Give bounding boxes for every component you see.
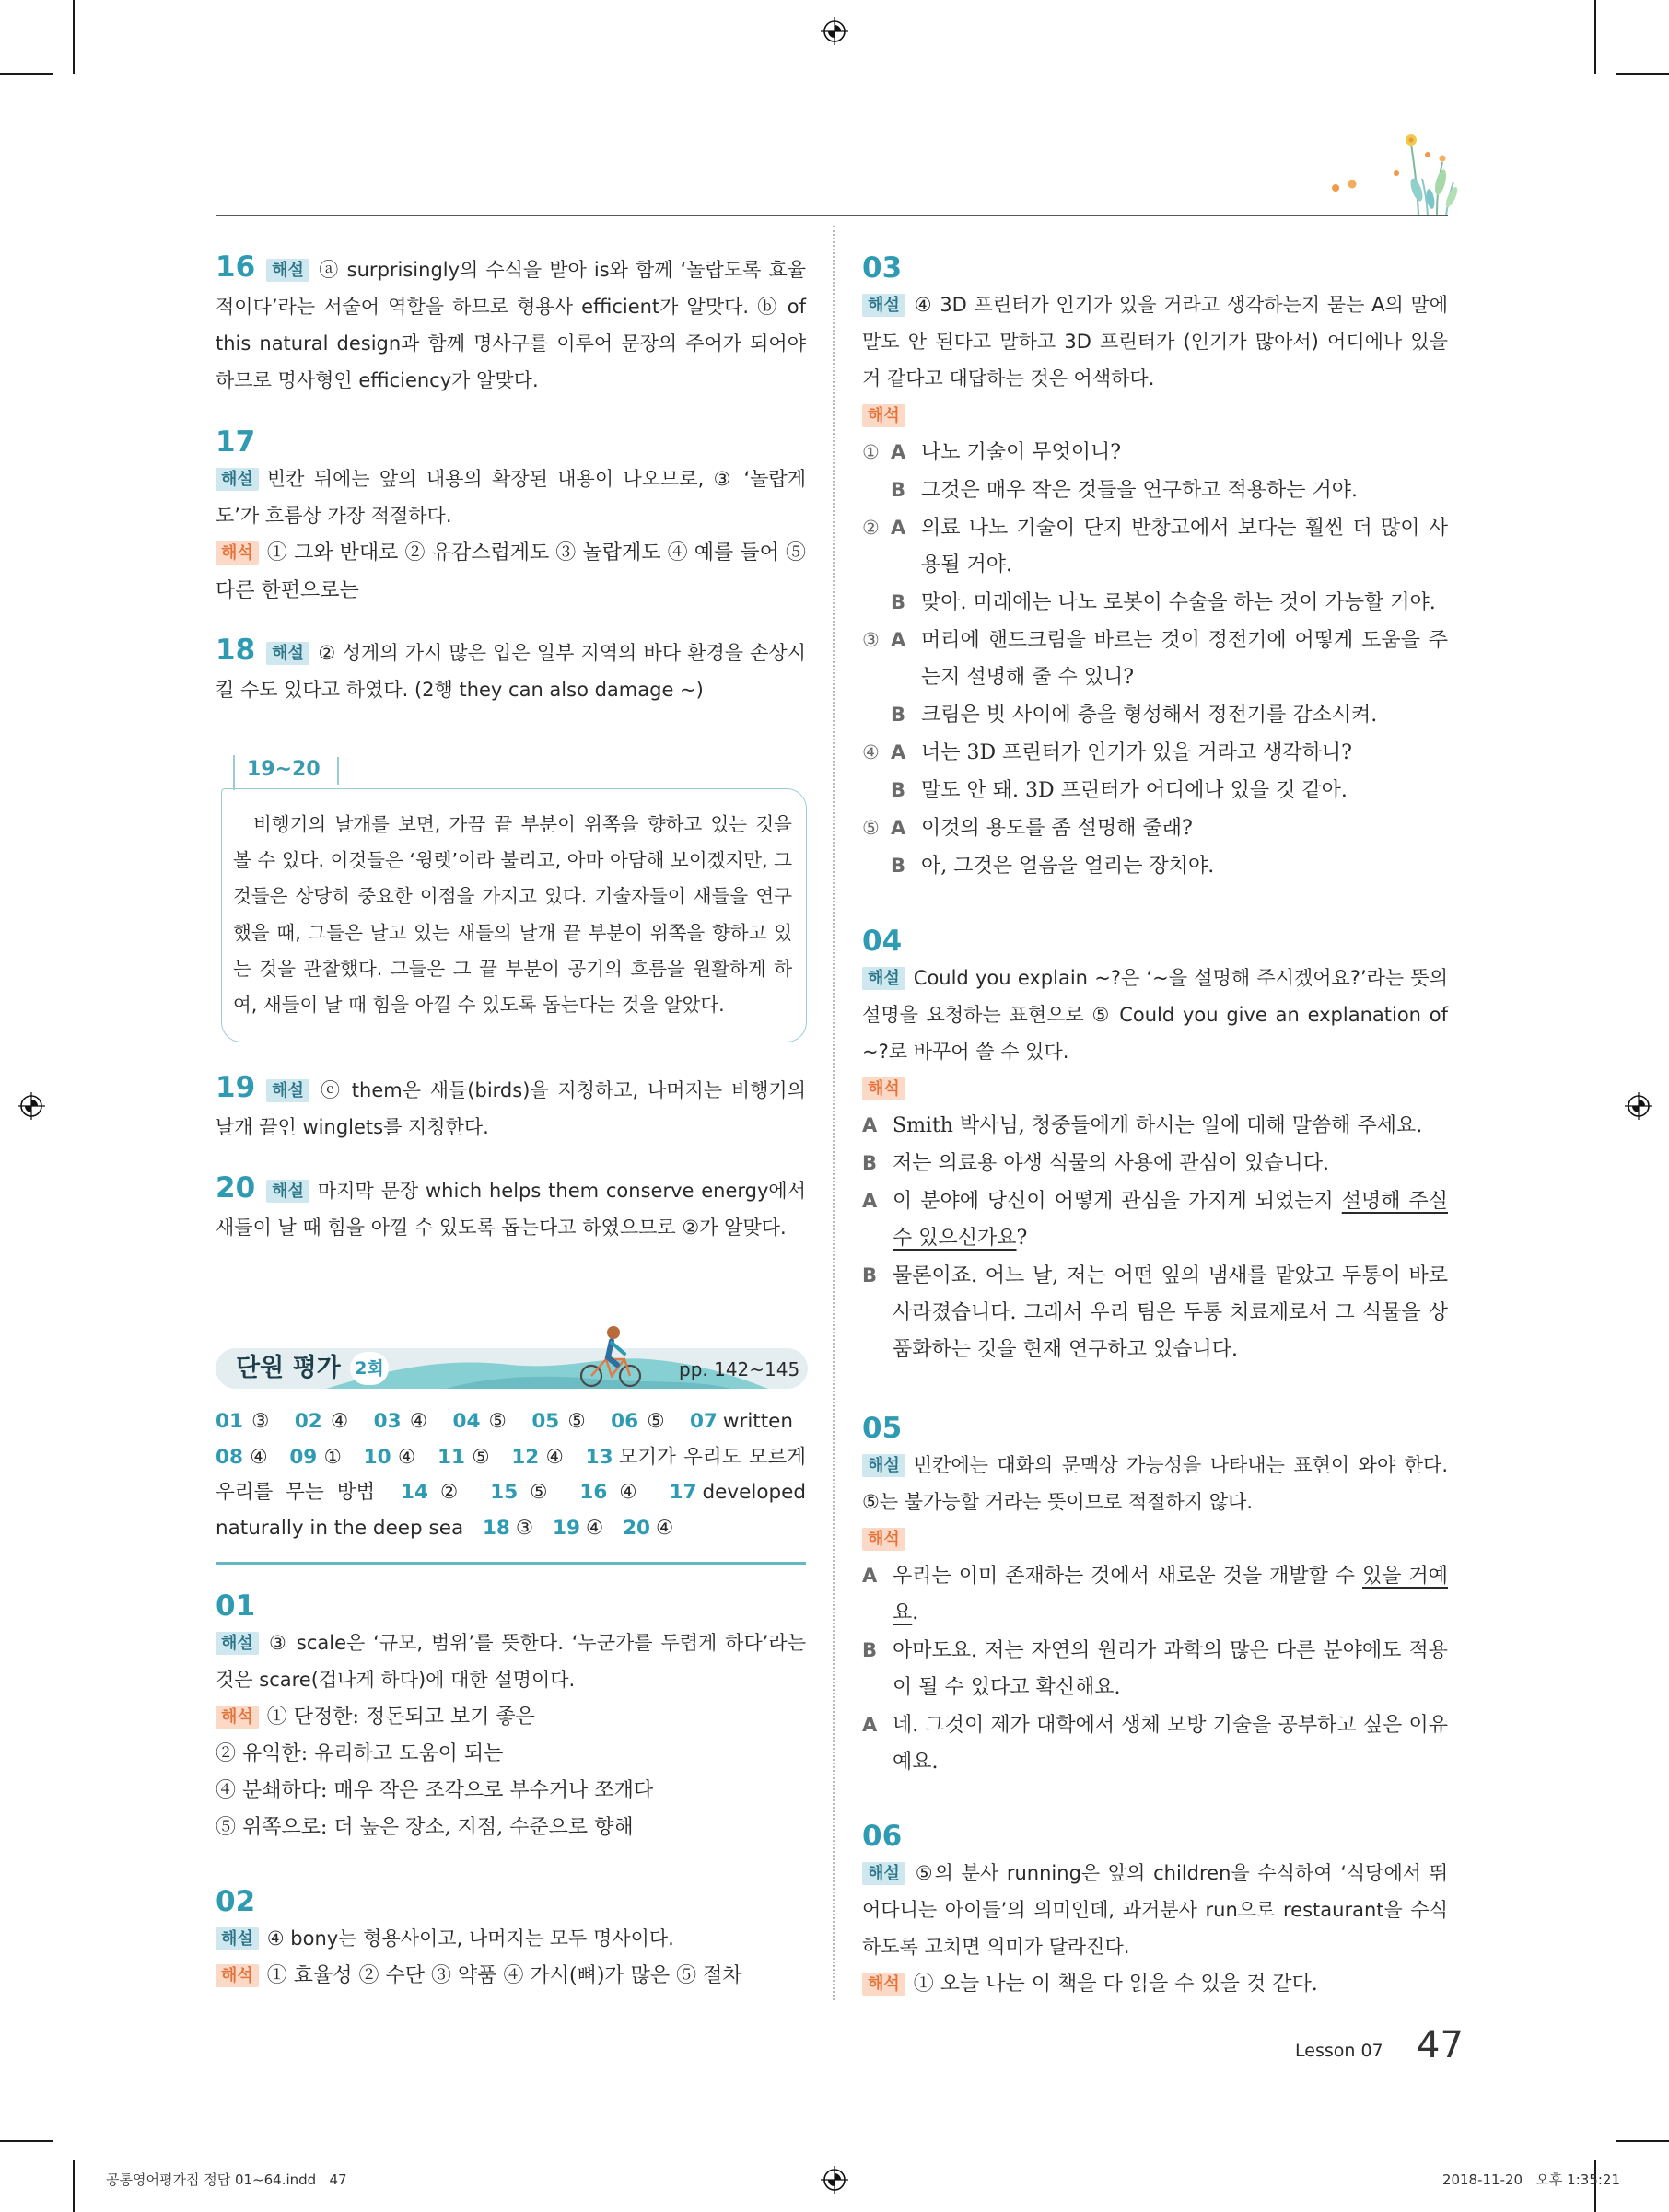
- question-number: 05: [862, 1412, 903, 1445]
- dialog-speaker: B: [862, 1264, 878, 1286]
- answer-number: 20: [623, 1517, 650, 1541]
- translation-line: ② 유익한: 유리하고 도움이 되는: [216, 1742, 504, 1765]
- dialog-speaker: B: [862, 1639, 878, 1661]
- dialog-text-main: 나노 기술이 무엇이니?: [921, 441, 1122, 464]
- solution-badge: 해설: [266, 1079, 309, 1102]
- dialog-speaker: A: [862, 1714, 878, 1736]
- slug-date: 2018-11-20: [1441, 2171, 1523, 2188]
- dialog-line: [862, 847, 1448, 885]
- answer-value: ④: [327, 1410, 352, 1433]
- translation-badge: 해석: [216, 1964, 259, 1987]
- print-slug-datetime: [1442, 2170, 1620, 2190]
- dialog-text: [921, 773, 1448, 809]
- dialog-text-main: 맞아. 미래에는 나노 로봇이 수술을 하는 것이 가능할 거야.: [921, 591, 1436, 614]
- passage-translation: 비행기의 날개를 보면, 가끔 끝 부분이 위쪽을 향하고 있는 것을 볼 수 있다. 이것들은 ‘윙렛’이라 불리고, 아마 아담해 보이겠지만, 그것들은 상당히 중요한 이점을 가지고 있다. 기술자들이 새들을 연구했을 때, 그들은 날고 있는 새들의 날개 끝 부분이 위쪽을 향하고 있는 것을 관찰했다. 그들은 그 끝 부분이 공기의 흐름을 원활하게 하여, 새들이 날 때 힘을 아낄 수 있도록 돕는다는 것을 알았다.: [233, 813, 792, 1017]
- crop-mark: [1616, 73, 1669, 75]
- dialog-option-number: ⑤: [862, 817, 880, 839]
- dialog-line: [862, 809, 1448, 847]
- question-number: 01: [216, 1589, 256, 1623]
- page-number: 47: [1417, 2024, 1464, 2066]
- answer-key: [216, 1404, 806, 1547]
- unit-test-pages: pp. 142~145: [679, 1358, 800, 1380]
- solution-text: 빈칸에는 대화의 문맥상 가능성을 나타내는 표현이 와야 한다. ⑤는 불가능할 거라는 뜻이므로 적절하지 않다.: [862, 1454, 1448, 1513]
- passage-label-bracket: [233, 755, 235, 790]
- answer-value: ⑤: [470, 1445, 492, 1469]
- answer-number: 12: [511, 1445, 540, 1469]
- solution-badge: 해설: [862, 1454, 905, 1477]
- solution-badge: 해설: [216, 1927, 259, 1950]
- solution-text: 빈칸 뒤에는 앞의 내용의 확장된 내용이 나오므로, ③ ‘놀랍게도’가 흐름상 가장 적절하다.: [216, 468, 806, 527]
- dialog-line: [862, 734, 1448, 772]
- answer-value: ②: [433, 1481, 465, 1505]
- answer-value: ④: [406, 1410, 431, 1433]
- answer-value: ③: [248, 1410, 273, 1433]
- dialog-text-main: Smith 박사님, 청중들에게 하시는 일에 대해 말씀해 주세요.: [893, 1114, 1423, 1137]
- answer-number: 19: [553, 1517, 580, 1541]
- dialog-speaker: A: [862, 1565, 878, 1587]
- solution-badge: 해설: [862, 967, 905, 990]
- crop-mark: [73, 2160, 75, 2212]
- solution-text: ② 성게의 가시 많은 입은 일부 지역의 바다 환경을 손상시킬 수도 있다고 하였다. (2행 they can also damage ~): [216, 642, 806, 701]
- dialog-text: [893, 1633, 1448, 1706]
- unit-test-title: 단원 평가: [236, 1354, 341, 1382]
- slug-file-page: 47: [329, 2171, 347, 2188]
- dialog-option-number: ③: [862, 629, 880, 651]
- question-05: [862, 1410, 1448, 1781]
- dialog-speaker: B: [891, 779, 906, 801]
- passage-label-bracket: [337, 757, 339, 785]
- cyclist-illustration: [578, 1322, 645, 1391]
- dialog-speaker: A: [891, 817, 906, 839]
- solution-text: ③ scale은 ‘규모, 범위’를 뜻한다. ‘누군가를 두렵게 하다’라는 것은 scare(겁나게 하다)에 대한 설명이다.: [216, 1632, 806, 1691]
- dialog-text: [921, 697, 1448, 734]
- answer-value: developed naturally in the deep sea: [216, 1481, 807, 1541]
- crop-mark: [0, 2140, 53, 2142]
- dialog-text: [921, 510, 1448, 584]
- unit-test-round-badge: 2회: [350, 1352, 389, 1385]
- answer-number: 10: [363, 1445, 391, 1469]
- dialog-line: [862, 1257, 1448, 1368]
- dialog-text: [921, 735, 1448, 772]
- dialog-text: [921, 623, 1448, 696]
- answer-number: 03: [373, 1410, 402, 1433]
- solution-badge: 해설: [862, 294, 905, 317]
- translation-text: ① 오늘 나는 이 책을 다 읽을 수 있을 것 같다.: [913, 1973, 1318, 1996]
- answer-number: 09: [289, 1445, 318, 1469]
- question-01: [216, 1588, 806, 1846]
- dialog-line: [862, 1632, 1448, 1706]
- answer-item: [364, 1446, 430, 1469]
- crop-mark: [73, 0, 75, 74]
- registration-mark: [1622, 1089, 1655, 1123]
- translation-badge: 해석: [862, 1973, 905, 1996]
- registration-mark: [818, 15, 851, 48]
- dialog-translation: [862, 1557, 1448, 1781]
- answer-item: [438, 1446, 504, 1469]
- solution-text: ④ 3D 프린터가 인기가 있을 거라고 생각하는지 묻는 A의 말에 말도 안 된다고 말하고 3D 프린터가 (인기가 많아서) 어디에나 있을 거 같다고 대답하는 것은 어색하다.: [862, 294, 1448, 390]
- solution-text: ⓐ surprisingly의 수식을 받아 is와 함께 ‘놀랍도록 효율적이다’라는 서술어 역할을 하므로 형용사 efficient가 알맞다. ⓑ of this natural design과 함께 명사구를 이루어 문장의 주어가 되어야 하므로 명사형인 efficiency가 알맞다.: [216, 259, 806, 391]
- dialog-text-after: ?: [1016, 1227, 1028, 1250]
- registration-mark: [15, 1089, 48, 1123]
- dialog-speaker: A: [891, 741, 906, 763]
- dialog-line: [862, 1706, 1448, 1781]
- dialog-speaker: A: [891, 629, 906, 651]
- dialog-text: [893, 1707, 1448, 1781]
- dialog-text-main: 우리는 이미 존재하는 것에서 새로운 것을 개발할 수: [893, 1565, 1363, 1588]
- question-number: 20: [216, 1171, 256, 1205]
- question-18: [216, 634, 806, 708]
- answer-number: 01: [216, 1410, 243, 1433]
- dialog-option-number: ②: [862, 517, 880, 539]
- answer-number: 15: [490, 1481, 519, 1505]
- dialog-text-underlined: 설명해 주실 수 있으신가요: [893, 1190, 1448, 1250]
- answer-number: 06: [611, 1410, 639, 1433]
- answer-item: [690, 1410, 806, 1433]
- answer-value: ④: [613, 1481, 644, 1505]
- dialog-speaker: B: [891, 591, 906, 613]
- dialog-text: [893, 1558, 1448, 1632]
- answer-value: ⑤: [523, 1481, 554, 1505]
- question-16: [216, 251, 806, 399]
- answer-item: [553, 1517, 616, 1540]
- answer-item: [216, 1410, 286, 1433]
- answer-number: 18: [482, 1517, 510, 1541]
- answer-item: [374, 1410, 444, 1433]
- dialog-speaker: B: [891, 855, 906, 877]
- answer-number: 05: [531, 1410, 560, 1433]
- registration-mark: [818, 2163, 851, 2196]
- answer-number: 17: [669, 1481, 697, 1505]
- question-number: 06: [862, 1820, 903, 1853]
- question-20: [216, 1172, 806, 1246]
- answer-value: written: [722, 1410, 794, 1433]
- answer-item: [289, 1446, 356, 1469]
- dialog-speaker: A: [891, 517, 906, 539]
- answer-item: [623, 1517, 686, 1540]
- dialog-line: [862, 472, 1448, 509]
- dialog-text-main: 네. 그것이 제가 대학에서 생체 모방 기술을 공부하고 싶은 이유예요.: [893, 1714, 1448, 1774]
- dialog-line: [862, 1557, 1448, 1632]
- dialog-speaker: A: [862, 1114, 878, 1136]
- column-divider: [833, 226, 834, 2000]
- dialog-text-main: 이 분야에 당신이 어떻게 관심을 가지게 되었는지: [893, 1190, 1342, 1213]
- answer-number: 08: [216, 1445, 243, 1469]
- dialog-text: [893, 1146, 1448, 1182]
- answer-value: ①: [322, 1445, 344, 1469]
- dialog-text-main: 크림은 빗 사이에 층을 형성해서 정전기를 감소시켜.: [921, 704, 1378, 727]
- dialog-text: [921, 435, 1448, 472]
- answer-item: [295, 1410, 365, 1433]
- dialog-text-main: 아, 그것은 얼음을 얼리는 장치야.: [921, 855, 1215, 878]
- crop-mark: [1594, 0, 1596, 74]
- dialog-line: [862, 509, 1448, 584]
- translation-line: ① 단정한: 정돈되고 보기 좋은: [266, 1706, 535, 1729]
- answer-number: 11: [437, 1445, 465, 1469]
- translation-line: ⑤ 위쪽으로: 더 높은 장소, 지점, 수준으로 향해: [216, 1816, 634, 1839]
- question-number: 17: [216, 425, 256, 459]
- crop-mark: [1616, 2140, 1669, 2142]
- dialog-line: [862, 622, 1448, 696]
- answer-key-rule: [216, 1562, 806, 1565]
- answer-item: [511, 1446, 578, 1469]
- dialog-text-main: 너는 3D 프린터가 인기가 있을 거라고 생각하니?: [921, 741, 1352, 764]
- dialog-option-number: ①: [862, 441, 880, 463]
- question-number: 19: [216, 1071, 256, 1104]
- solution-badge: 해설: [216, 468, 259, 491]
- dialog-text: [893, 1183, 1448, 1257]
- slug-file-name: 공통영어평가집 정답 01~64.indd: [106, 2171, 317, 2188]
- solution-badge: 해설: [266, 259, 309, 282]
- answer-value: ④: [248, 1445, 270, 1469]
- answer-number: 14: [401, 1481, 428, 1505]
- dialog-line: [862, 696, 1448, 734]
- dialog-text-main: 말도 안 돼. 3D 프린터가 어디에나 있을 것 같아.: [921, 779, 1348, 802]
- dialog-text-main: 그것은 매우 작은 것들을 연구하고 적용하는 거야.: [921, 479, 1358, 502]
- question-number: 04: [862, 925, 903, 958]
- dialog-translation: [862, 434, 1448, 885]
- answer-item: [216, 1446, 282, 1469]
- question-number: 18: [216, 634, 256, 667]
- answer-value: ④: [544, 1445, 566, 1469]
- question-06: [862, 1818, 1448, 2003]
- translation-badge: 해석: [862, 1077, 905, 1100]
- dialog-text: [921, 848, 1448, 885]
- dialog-option-number: ④: [862, 741, 880, 763]
- translation-line: ④ 분쇄하다: 매우 작은 조각으로 부수거나 쪼개다: [216, 1779, 654, 1802]
- solution-text: ⓔ them은 새들(birds)을 지칭하고, 나머지는 비행기의 날개 끝인 winglets를 지칭한다.: [216, 1079, 806, 1138]
- answer-item: [452, 1410, 522, 1433]
- dialog-text: [921, 810, 1448, 847]
- dialog-text-main: 머리에 핸드크림을 바르는 것이 정전기에 어떻게 도움을 주는지 설명해 줄 수 있니?: [921, 629, 1448, 689]
- dialog-speaker: B: [862, 1152, 878, 1174]
- question-04: [862, 923, 1448, 1368]
- translation-badge: 해석: [862, 404, 905, 427]
- solution-text: ④ bony는 형용사이고, 나머지는 모두 명사이다.: [266, 1927, 674, 1950]
- dialog-text-main: 이것의 용도를 좀 설명해 줄래?: [921, 817, 1193, 840]
- solution-text: ⑤의 분사 running은 앞의 children을 수식하여 ‘식당에서 뛰어다니는 아이들’의 의미인데, 과거분사 run으로 restaurant을 수식하도록 고치면 의미가 달라진다.: [862, 1862, 1448, 1958]
- answer-number: 02: [294, 1410, 322, 1433]
- translation-text: ① 효율성 ② 수단 ③ 약품 ④ 가시(뼈)가 많은 ⑤ 절차: [266, 1964, 742, 1987]
- question-17: [216, 424, 806, 610]
- slug-time: 오후 1:35:21: [1535, 2171, 1620, 2188]
- dialog-text-main: 저는 의료용 야생 식물의 사용에 관심이 있습니다.: [893, 1152, 1329, 1175]
- dialog-text-main: 의료 나노 기술이 단지 반창고에서 보다는 훨씬 더 많이 사용될 거야.: [921, 517, 1448, 576]
- answer-item: [401, 1481, 477, 1504]
- dialog-text: [921, 472, 1448, 509]
- dialog-text-main: 아마도요. 저는 자연의 원리가 과학의 많은 다른 분야에도 적용이 될 수 있다고 확신해요.: [893, 1639, 1448, 1699]
- answer-value: 모기가 우리도 모르게 우리를 무는 방법: [216, 1445, 807, 1505]
- dialog-text: [893, 1258, 1448, 1368]
- solution-text: 마지막 문장 which helps them conserve energy에서 새들이 날 때 힘을 아낄 수 있도록 돕는다고 하였으므로 ②가 알맞다.: [216, 1180, 806, 1239]
- lesson-label: Lesson 07: [1295, 2041, 1383, 2061]
- dialog-text-underlined: 있을 거예요: [893, 1565, 1448, 1624]
- solution-text: Could you explain ~?은 ‘~을 설명해 주시겠어요?’라는 뜻의 설명을 요청하는 표현으로 ⑤ Could you give an explanation of ~?로 바꾸어 쓸 수 있다.: [862, 967, 1448, 1063]
- solution-badge: 해설: [266, 1180, 309, 1203]
- answer-number: 16: [579, 1481, 608, 1505]
- answer-number: 04: [452, 1410, 481, 1433]
- header-rule: [216, 215, 1448, 216]
- dialog-speaker: B: [891, 479, 906, 501]
- answer-number: 13: [585, 1445, 613, 1469]
- dialog-text-main: 물론이죠. 어느 날, 저는 어떤 잎의 냄새를 맡았고 두통이 바로 사라졌습니다. 그래서 우리 팀은 두통 치료제로서 그 식물을 상품화하는 것을 현재 연구하고 있습니다.: [893, 1264, 1448, 1361]
- translation-badge: 해석: [862, 1528, 905, 1551]
- dialog-text: [893, 1108, 1448, 1145]
- answer-value: ④: [655, 1517, 674, 1541]
- dialog-line: [862, 1182, 1448, 1257]
- answer-value: ④: [585, 1517, 604, 1541]
- question-number: 16: [216, 250, 256, 284]
- answer-value: ⑤: [565, 1410, 589, 1433]
- dialog-speaker: B: [891, 704, 906, 726]
- dialog-line: [862, 772, 1448, 809]
- solution-badge: 해설: [862, 1862, 905, 1885]
- translation-badge: 해석: [216, 541, 259, 565]
- answer-item: [611, 1410, 681, 1433]
- question-19: [216, 1072, 806, 1146]
- print-slug-file: [106, 2170, 347, 2190]
- dialog-line: [862, 584, 1448, 622]
- translation-text: ① 그와 반대로 ② 유감스럽게도 ③ 놀랍게도 ④ 예를 들어 ⑤ 다른 한편으로는: [216, 541, 806, 602]
- dialog-line: [862, 434, 1448, 472]
- answer-value: ④: [396, 1445, 417, 1469]
- crop-mark: [0, 73, 53, 75]
- answer-value: ⑤: [485, 1410, 510, 1433]
- plant-illustration: [1315, 118, 1463, 217]
- question-number: 03: [862, 251, 903, 285]
- dialog-speaker: A: [862, 1190, 878, 1212]
- solution-badge: 해설: [216, 1632, 259, 1655]
- solution-badge: 해설: [266, 642, 309, 665]
- answer-item: [579, 1481, 656, 1504]
- question-number: 02: [216, 1885, 256, 1918]
- dialog-translation: [862, 1107, 1448, 1368]
- passage-label: 19~20: [247, 758, 321, 781]
- answer-value: ③: [515, 1517, 534, 1541]
- translation-badge: 해석: [216, 1706, 259, 1729]
- dialog-line: [862, 1107, 1448, 1145]
- dialog-line: [862, 1145, 1448, 1182]
- dialog-text-after: .: [912, 1601, 919, 1624]
- answer-item: [531, 1410, 601, 1433]
- answer-number: 07: [689, 1410, 718, 1433]
- dialog-text: [921, 585, 1448, 622]
- dialog-speaker: A: [891, 441, 906, 463]
- question-02: [216, 1883, 806, 1995]
- question-03: [862, 250, 1448, 885]
- answer-value: ⑤: [644, 1410, 668, 1433]
- answer-item: [490, 1481, 566, 1504]
- answer-item: [483, 1517, 546, 1540]
